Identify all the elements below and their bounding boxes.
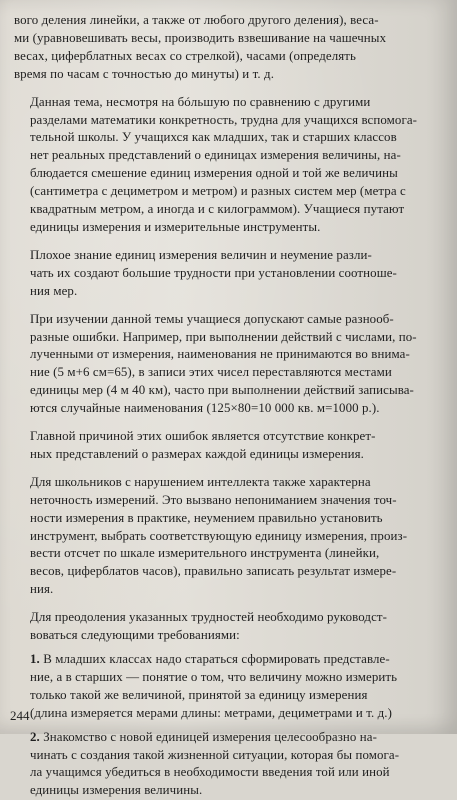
- text-line: ются случайные наименования (125×80=10 000 кв. м=1000 р.).: [30, 401, 380, 416]
- text-line: Для школьников с нарушением интеллекта также характерна: [30, 474, 371, 489]
- text-line: ности измерения в практике, неумением правильно установить: [30, 510, 383, 525]
- text-line: единицы измерения и измерительные инструменты.: [30, 219, 321, 234]
- paragraph-5: [14, 428, 444, 464]
- text-line: вести отсчет по шкале измерительного инструмента (линейки,: [30, 546, 380, 561]
- text-line: ния.: [30, 582, 54, 597]
- text-line: нет реальных представлений о единицах измерения величины, на-: [30, 148, 401, 163]
- text-line: Главной причиной этих ошибок является отсутствие конкрет-: [30, 429, 376, 444]
- paragraph-4: [14, 311, 444, 418]
- requirement-first-line: [14, 729, 444, 747]
- text-line: блюдается смешение единиц измерения одной и той же величины: [30, 166, 398, 181]
- requirement-number: 2.: [30, 729, 40, 744]
- text-line: чать их создают большие трудности при установлении соотноше-: [30, 265, 397, 280]
- paragraph-3: [14, 247, 444, 301]
- text-line: ла учащимся убедиться в необходимости введения той или иной: [30, 765, 390, 780]
- paragraph-2: [14, 94, 444, 237]
- text-line: единицы мер (4 м 40 км), часто при выполнении действий записыва-: [30, 383, 414, 398]
- requirement-number: 1.: [30, 652, 40, 666]
- text-line: ми (уравновешивать весы, производить взвешивание на чашечных: [14, 30, 387, 45]
- text-line: время по часам с точностью до минуты) и т. д.: [14, 66, 275, 81]
- text-line: Для преодоления указанных трудностей необходимо руководст-: [30, 610, 388, 625]
- text-line: лученными от измерения, наименования не принимаются во внима-: [30, 347, 410, 362]
- text-line: инструмент, выбрать соответствующую единицу измерения, произ-: [30, 528, 408, 543]
- text-line: ных представлений о размерах каждой единицы измерения.: [30, 446, 364, 461]
- text-line: весов, циферблатов часов), правильно записать результат измере-: [30, 564, 397, 579]
- text-line: Плохое знание единиц измерения величин и неумение разли-: [30, 247, 372, 262]
- text-line: разные ошибки. Например, при выполнении действий с числами, по-: [30, 329, 417, 344]
- paragraph-7: [14, 609, 444, 645]
- text-line: только такой же величиной, принятой за единицу измерения: [30, 687, 368, 702]
- requirement-first-line: [14, 651, 444, 669]
- requirement-1: [14, 651, 444, 723]
- paragraph-6: [14, 474, 444, 599]
- requirement-2: [14, 729, 444, 800]
- paragraph-1: [14, 12, 444, 84]
- text-line: При изучении данной темы учащиеся допускают самые разнооб-: [30, 311, 394, 326]
- page-number: 244: [10, 708, 30, 723]
- text-line: тельной школы. У учащихся как младших, так и старших классов: [30, 130, 397, 145]
- text-line: разделами математики конкретность, трудна для учащихся вспомога-: [30, 112, 418, 127]
- text-line: ние, а в старших — понятие о том, что величину можно измерить: [30, 669, 398, 684]
- text-line: Данная тема, несмотря на бóльшую по сравнению с другими: [30, 94, 371, 109]
- text-segment: В младших классах надо стараться сформировать представле-: [39, 652, 390, 666]
- text-line: квадратным метром, а иногда и с килограммом). Учащиеся путают: [30, 202, 405, 217]
- text-line: неточность измерений. Это вызвано непониманием значения точ-: [30, 492, 397, 507]
- text-line: чинать с создания такой жизненной ситуации, которая бы помога-: [30, 747, 400, 762]
- text-line: (сантиметра с дециметром и метром) и разных систем мер (метра с: [30, 184, 406, 199]
- text-line: ние (5 м+6 см=65), в записи этих чисел переставляются местами: [30, 365, 392, 380]
- text-line: (длина измеряется мерами длины: метрами, дециметрами и т. д.): [30, 705, 392, 720]
- page-text: [14, 12, 444, 800]
- text-line: воваться следующими требованиями:: [30, 628, 240, 643]
- text-line: вого деления линейки, а также от любого другого деления), веса-: [14, 13, 379, 27]
- text-line: весах, циферблатных весах со стрелкой), часами (определять: [14, 48, 356, 63]
- text-line: единицы измерения величины.: [30, 783, 203, 798]
- text-line: ния мер.: [30, 283, 78, 298]
- text-segment: Знакомство с новой единицей измерения целесообразно на-: [39, 729, 377, 744]
